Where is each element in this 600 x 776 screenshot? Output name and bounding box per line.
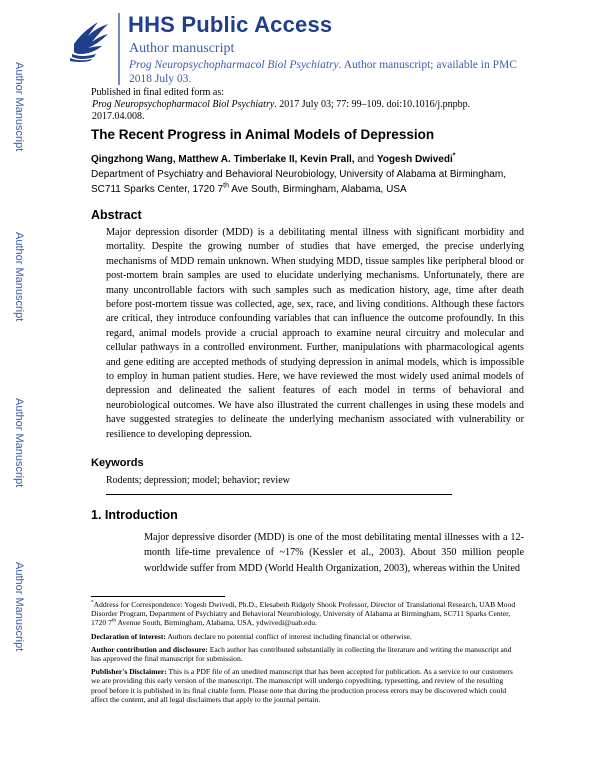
disclaimer-text: This is a PDF file of an unedited manuscript that has been accepted for publication. As a service to our customers we are providing this early version of the manuscript. The manuscript will undergo copyediting, typesetting, and review of the resulting proof before it is published in its final citable form. Please note that during the production process errors may be discovered which could affect the content, and all legal disclaimers that apply to the journal pertain. xyxy=(91,667,513,704)
contribution-text: Each author has contributed substantially in collecting the literature and writing the manuscript and has approved the final manuscript for submission. xyxy=(91,644,512,664)
journal-name: Prog Neuropsychopharmacol Biol Psychiatry xyxy=(129,59,339,71)
affiliation-sup: th xyxy=(223,182,229,190)
disclaimer-label: Publisher's Disclaimer: xyxy=(91,667,167,677)
side-label-author-manuscript: Author Manuscript xyxy=(13,398,25,488)
affiliation xyxy=(91,168,531,197)
correspondence-footnote-mark: * xyxy=(91,599,94,606)
interest-label: Declaration of interest: xyxy=(91,631,166,641)
correspondence-footnote xyxy=(91,600,521,628)
availability-text: . Author manuscript; available in PMC 2018 July 03. xyxy=(129,59,517,85)
author-list xyxy=(91,154,456,165)
citation-details: . 2017 July 03; 77: 99–109. doi:10.1016/j.pnpbp. 2017.04.008. xyxy=(92,99,471,122)
keywords-heading: Keywords xyxy=(91,457,144,469)
side-label-author-manuscript: Author Manuscript xyxy=(13,62,25,152)
paper-title: The Recent Progress in Animal Models of Depression xyxy=(91,127,435,142)
corresponding-mark: * xyxy=(452,152,456,160)
correspondence-sup: th xyxy=(111,617,117,624)
published-label: Published in final edited form as: xyxy=(91,87,225,98)
corresponding-author: Yogesh Dwivedi xyxy=(376,154,453,165)
contribution-footnote xyxy=(91,645,521,663)
authors-and: and xyxy=(354,154,377,165)
interest-text: Authors declare no potential conflict of interest including financial or otherwise. xyxy=(165,631,412,641)
footnote-divider xyxy=(91,596,225,597)
authors-main: Qingzhong Wang, Matthew A. Timberlake II, Kevin Prall, xyxy=(91,154,355,165)
introduction-body: Major depressive disorder (MDD) is one of the most debilitating mental illnesses with a 12-month life-time prevalence of ~17% (Kessler et al., 2003). About 350 million people worldwide suffer from MDD (World Health Organization, 2003), whereas within the United xyxy=(144,532,524,574)
author-manuscript-subtitle: Author manuscript xyxy=(129,41,235,56)
hhs-eagle-logo-icon xyxy=(68,14,112,62)
hhs-public-access-title: HHS Public Access xyxy=(128,12,333,37)
abstract-body: Major depression disorder (MDD) is a debilitating mental illness with significant morbidity and mortality. Despite the growing number of studies that have emerged, the precise underlying mechanisms of MDD remain unknown. When studying MDD, tissue samples like peripheral blood or post-mortem brain samples are used to elucidate underlying mechanisms. Unfortunately, there are many uncontrollable factors with such samples such as medication history, age, time after death before post-mortem tissue was collected, age, sex, race, and living conditions. Although these factors are critical, they introduce confounding variables that can influence the outcome profoundly. In this regard, animal models provide a crucial approach to examine neural circuitry and molecular and cellular pathways in a controlled environment. Further, manipulations with pharmacological agents and gene editing are accepted methods of studying depression in animal models, which is impossible to employ in human patient studies. Here, we have reviewed the most widely used animal models of depression and delineated the salient features of each model in terms of behavioral and neurobiological outcomes. We have also illustrated the current challenges in using these models and have suggested strategies to delineate the underlying mechanism associated with vulnerability or resilience to developing depression. xyxy=(106,227,524,440)
footnotes xyxy=(91,600,521,708)
disclaimer-footnote xyxy=(91,667,521,704)
contribution-label: Author contribution and disclosure: xyxy=(91,644,208,654)
affiliation-text-end: Ave South, Birmingham, Alabama, USA xyxy=(228,183,407,195)
published-citation xyxy=(92,99,492,123)
introduction-heading: 1. Introduction xyxy=(91,508,178,522)
header-divider xyxy=(118,13,120,85)
keywords-list: Rodents; depression; model; behavior; review xyxy=(106,475,290,486)
keywords-divider xyxy=(106,494,452,495)
correspondence-text-end: Avenue South, Birmingham, Alabama, USA, ydwivedi@uab.edu. xyxy=(116,618,317,628)
citation-journal: Prog Neuropsychopharmacol Biol Psychiatry xyxy=(92,99,275,110)
journal-availability-line xyxy=(129,58,529,86)
affiliation-text: Department of Psychiatry and Behavioral Neurobiology, University of Alabama at Birmingham, SC711 Sparks Center, 1720 7 xyxy=(91,169,507,195)
side-label-author-manuscript: Author Manuscript xyxy=(13,562,25,652)
interest-footnote xyxy=(91,632,521,641)
side-label-author-manuscript: Author Manuscript xyxy=(13,232,25,322)
correspondence-text: Address for Correspondence: Yogesh Dwivedi, Ph.D., Elesabeth Ridgely Shook Professor, Director of Translational Research, UAB Mood Disorder Program, Department of Psychiatry and Behavioral Neurobiology, University of Alabama at Birmingham, SC711 Sparks Center, 1720 7 xyxy=(91,600,516,628)
abstract-heading: Abstract xyxy=(91,208,142,222)
